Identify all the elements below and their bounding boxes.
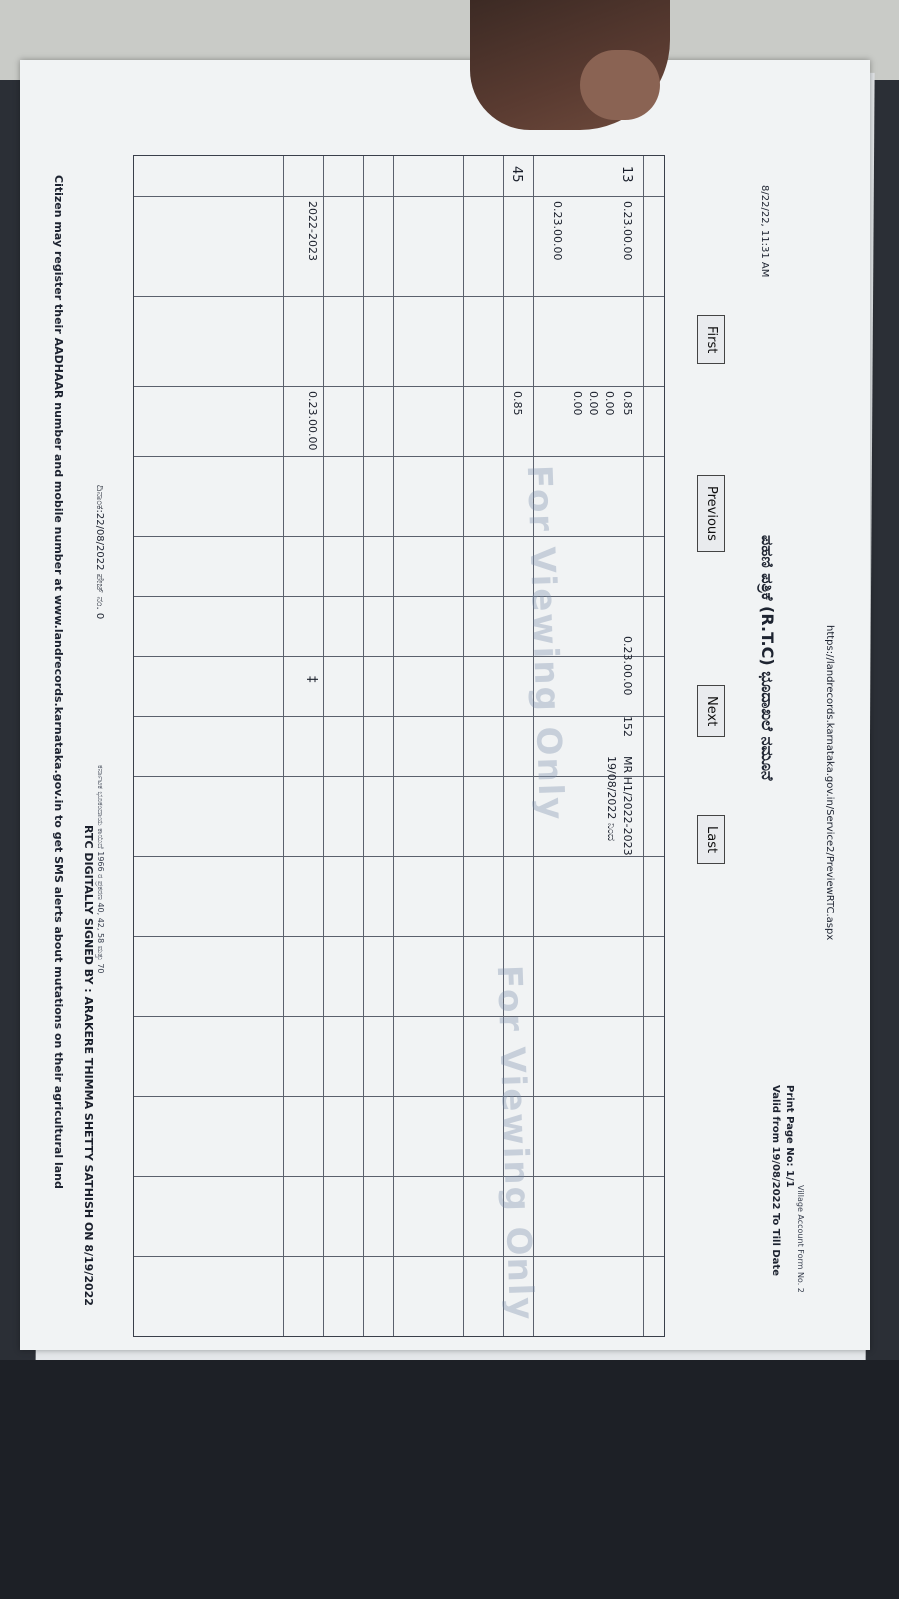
assessment-b: 0.00 — [603, 391, 616, 416]
aadhaar-note: Citizen may register their AADHAAR number and mobile number at www.landrecords.karnataka.gov.in to get SMS alerts about mutations on their agricultural land — [52, 175, 65, 1189]
area-kharab: 0.23.00.00 — [551, 201, 564, 261]
rotated-page — [35, 65, 865, 1335]
footer-date: ದಿನಾಂಕ:22/08/2022 ಪೇಜ್ ನಂ. 0 — [94, 485, 105, 620]
page-url: https://landrecords.karnataka.gov.in/Service2/PreviewRTC.aspx — [824, 625, 835, 941]
assessment-d: 0.00 — [571, 391, 584, 416]
rtc-table — [133, 155, 665, 1337]
owner-area: 0.23.00.00 — [621, 636, 634, 696]
khata-number: 152 — [621, 716, 634, 737]
col-divider — [134, 1096, 664, 1097]
crop-area: 0.23.00.00 — [306, 391, 319, 451]
col-divider — [134, 776, 664, 777]
dagger-mark: ‡ — [304, 676, 319, 683]
col-divider — [134, 386, 664, 387]
col-divider — [134, 536, 664, 537]
col-divider — [134, 456, 664, 457]
print-page-no: Print Page No: 1/1 — [784, 1085, 795, 1188]
print-timestamp: 8/22/22, 11:31 AM — [759, 185, 770, 278]
col-divider — [134, 1016, 664, 1017]
rtc-document — [20, 60, 870, 1350]
col-divider — [134, 296, 664, 297]
thumb-nail — [580, 50, 660, 120]
col-divider — [134, 1176, 664, 1177]
background-bottom — [0, 1360, 899, 1599]
row-divider — [463, 156, 464, 1336]
row-divider — [643, 156, 644, 1336]
col-divider — [134, 716, 664, 717]
assessment-a: 0.85 — [621, 391, 634, 416]
col-divider — [134, 196, 664, 197]
crop-year: 2022-2023 — [306, 201, 319, 261]
last-button[interactable]: Last — [697, 815, 725, 864]
watermark-2: For Viewing Only — [488, 964, 542, 1323]
col-divider — [134, 936, 664, 937]
row-divider — [393, 156, 394, 1336]
col-divider — [134, 856, 664, 857]
assessment-c: 0.00 — [587, 391, 600, 416]
row-divider — [283, 156, 284, 1336]
act-note: ಕರ್ನಾಟಕ ಭೂಕಂದಾಯ ಕಾಯಿದೆ 1966 ರ ಪ್ರಕರಣ 40, 42, 58 ಮತ್ತು 70 — [96, 765, 105, 974]
valid-range: Valid from 19/08/2022 To Till Date — [770, 1085, 781, 1276]
mr-number: MR H1/2022-2023 — [621, 756, 634, 856]
row-divider — [363, 156, 364, 1336]
mr-date: 19/08/2022 ನಿಂದ — [605, 756, 618, 841]
watermark-1: For Viewing Only — [518, 464, 572, 823]
col-divider — [134, 596, 664, 597]
form-number: Village Account Form No. 2 — [796, 1185, 805, 1293]
assessment-total: 0.85 — [511, 391, 524, 416]
next-button[interactable]: Next — [697, 685, 725, 737]
row-divider — [323, 156, 324, 1336]
area-total: 0.23.00.00 — [621, 201, 634, 261]
hissa-number: 45 — [509, 166, 524, 183]
document-title: ಪಹಣಿ ಪತ್ರಿಕೆ (R.T.C) ಭೂದಾಖಲೆ ನಮೂನೆ — [758, 535, 777, 781]
col-divider — [134, 1256, 664, 1257]
previous-button[interactable]: Previous — [697, 475, 725, 552]
digital-signature: RTC DIGITALLY SIGNED BY : ARAKERE THIMMA SHETTY SATHISH ON 8/19/2022 — [82, 825, 95, 1306]
col-divider — [134, 656, 664, 657]
first-button[interactable]: First — [697, 315, 725, 364]
survey-number: 13 — [619, 166, 634, 183]
